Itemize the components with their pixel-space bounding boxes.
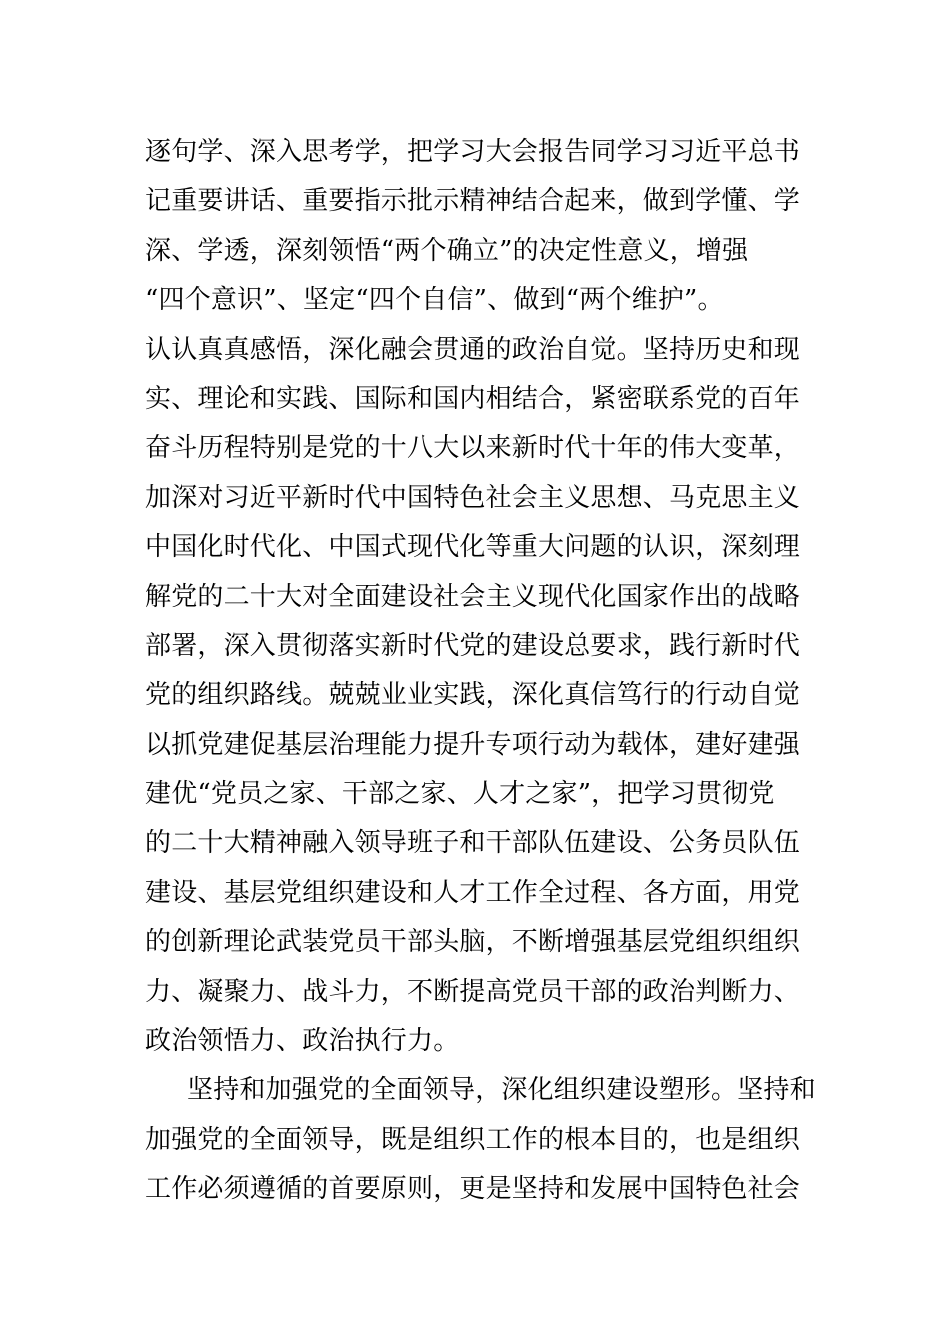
text-line: 奋斗历程特别是党的十八大以来新时代十年的伟大变革， [145, 433, 801, 464]
text-line: 解党的二十大对全面建设社会主义现代化国家作出的战略 [145, 581, 801, 612]
text-line: 实、理论和实践、国际和国内相结合，紧密联系党的百年 [145, 383, 801, 414]
text-line: 中国化时代化、中国式现代化等重大问题的认识，深刻理 [145, 532, 801, 563]
paragraph-start-line: 坚持和加强党的全面领导，深化组织建设塑形。坚持和 [187, 1075, 816, 1106]
text-line: 党的组织路线。兢兢业业实践，深化真信笃行的行动自觉 [145, 680, 801, 711]
text-line: 以抓党建促基层治理能力提升专项行动为载体，建好建强 [145, 729, 801, 760]
text-line: 认认真真感悟，深化融会贯通的政治自觉。坚持历史和现 [145, 334, 801, 365]
text-line: 政治领悟力、政治执行力。 [145, 1026, 460, 1057]
document-body [145, 128, 815, 1215]
text-line: 深、学透，深刻领悟“两个确立”的决定性意义，增强 [145, 235, 749, 266]
text-line: 的创新理论武装党员干部头脑，不断增强基层党组织组织 [145, 927, 801, 958]
text-line: 的二十大精神融入领导班子和干部队伍建设、公务员队伍 [145, 828, 801, 859]
text-line: “四个意识”、坚定“四个自信”、做到“两个维护”。 [145, 285, 724, 316]
text-line: 加强党的全面领导，既是组织工作的根本目的，也是组织 [145, 1124, 801, 1155]
text-line: 工作必须遵循的首要原则，更是坚持和发展中国特色社会 [145, 1174, 801, 1205]
text-line: 建设、基层党组织建设和人才工作全过程、各方面，用党 [145, 877, 801, 908]
text-line: 逐句学、深入思考学，把学习大会报告同学习习近平总书 [145, 137, 801, 167]
text-line: 部署，深入贯彻落实新时代党的建设总要求，践行新时代 [145, 630, 801, 661]
text-line: 力、凝聚力、战斗力，不断提高党员干部的政治判断力、 [145, 976, 801, 1007]
text-line: 记重要讲话、重要指示批示精神结合起来，做到学懂、学 [145, 186, 801, 217]
text-line: 建优“党员之家、干部之家、人才之家”，把学习贯彻党 [145, 779, 775, 810]
text-line: 加深对习近平新时代中国特色社会主义思想、马克思主义 [145, 482, 801, 513]
